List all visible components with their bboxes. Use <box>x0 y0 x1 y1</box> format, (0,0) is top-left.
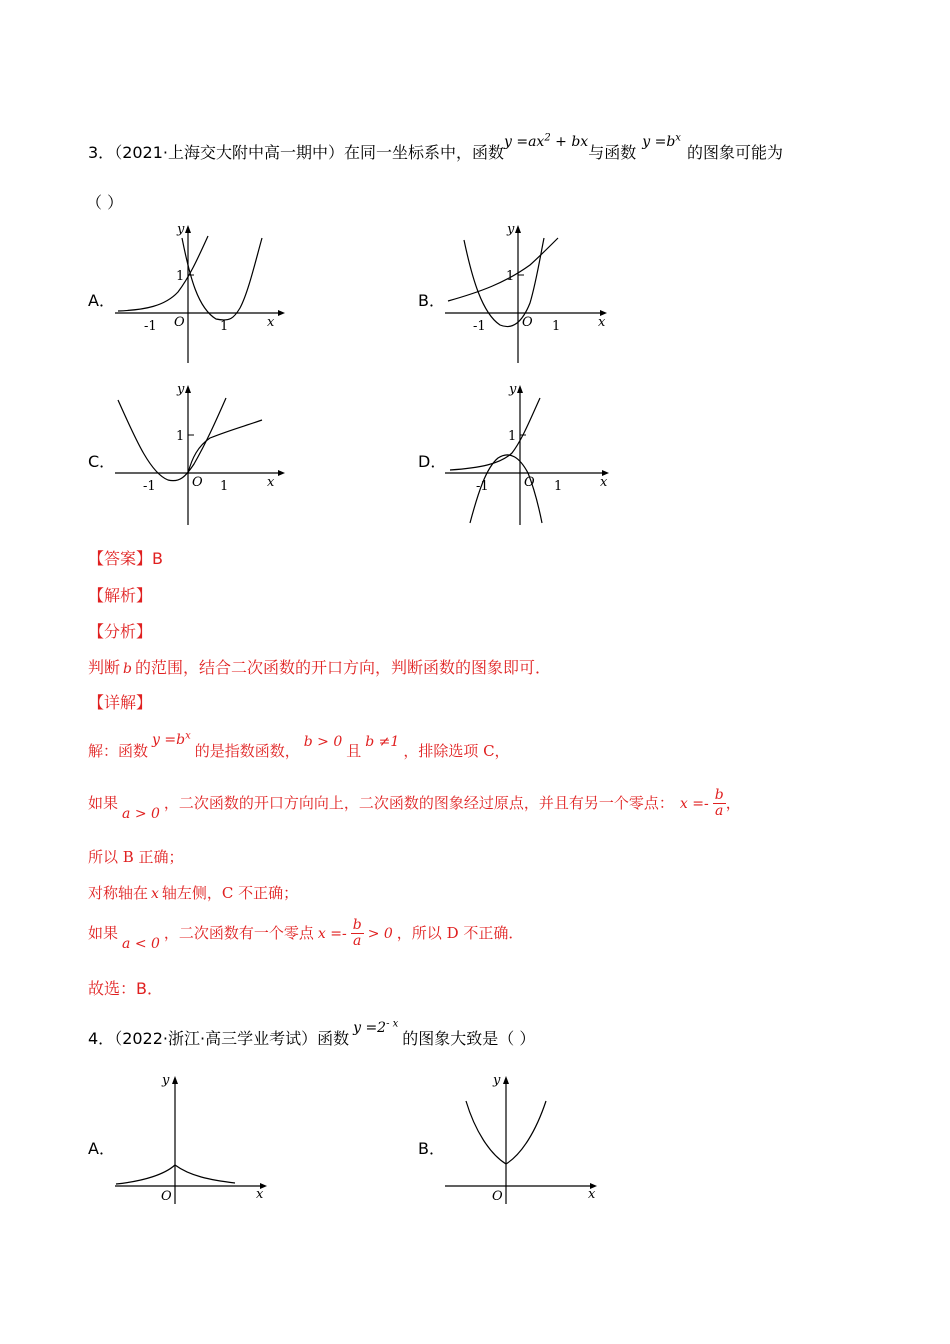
x-label: x <box>256 1187 264 1202</box>
neg-one-label: -1 <box>143 479 156 494</box>
q3-stem <box>88 132 783 163</box>
y-arrow-icon <box>185 385 191 393</box>
q4-func: $y =2^{- x}$ <box>353 1018 399 1036</box>
detail-line-1: 解：函数$y =b^x$的是指数函数， b > 0 且 b ≠1 ，排除选项 C， <box>88 730 510 760</box>
exponential-curve <box>118 236 208 311</box>
neg-one-label: -1 <box>144 319 157 334</box>
fenxi-text: 判断 b 的范围，结合二次函数的开口方向，判断函数的图象即可． <box>88 658 551 677</box>
detail-heading: 【详解】 <box>88 693 153 712</box>
one-label: 1 <box>506 269 515 284</box>
one-x-label: 1 <box>220 319 229 334</box>
q3-option-c[interactable]: C． <box>88 452 116 471</box>
y-label: y <box>162 1073 170 1088</box>
q4-graph-a <box>110 1066 280 1206</box>
detail-line-4: 对称轴在 x 轴左侧，C 不正确； <box>88 884 299 902</box>
x-label: x <box>598 315 606 330</box>
graph-c <box>110 378 290 528</box>
detail-line-5: 如果a < 0，二次函数有一个零点 x =- $\frac{b}{a}$ > 0 ，所以 D 不正确． <box>88 917 524 952</box>
neg-one-label: -1 <box>473 319 486 334</box>
graph-b <box>440 218 620 366</box>
final-answer: 故选：B． <box>88 979 163 998</box>
origin-label: O <box>492 1189 503 1204</box>
y-label: y <box>507 222 515 237</box>
neg-one-label: -1 <box>476 479 489 494</box>
x-arrow-icon <box>278 470 285 476</box>
q4-graph-b <box>440 1066 610 1206</box>
q4-stem <box>88 1018 536 1049</box>
q3-option-d[interactable]: D． <box>418 452 447 471</box>
q3-func2: $y =b^x$ <box>642 132 681 150</box>
q3-tail: 的图象可能为 <box>686 143 783 162</box>
exponential-curve <box>188 420 262 473</box>
q4-tail: 的图象大致是（ ） <box>402 1029 536 1048</box>
x-label: x <box>600 475 608 490</box>
y-label: y <box>493 1073 501 1088</box>
one-x-label: 1 <box>552 319 561 334</box>
q3-source: （2021·上海交大附中高一期中）在同一坐标系中，函数 <box>114 143 504 162</box>
y-label: y <box>509 382 517 397</box>
origin-label: O <box>192 475 203 490</box>
parabola-curve <box>118 398 226 481</box>
x-arrow-icon <box>278 310 285 316</box>
detail-line-3: 所以 B 正确； <box>88 848 184 866</box>
curve-left <box>466 1101 506 1164</box>
curve-left <box>116 1165 175 1184</box>
one-x-label: 1 <box>554 479 563 494</box>
y-arrow-icon <box>517 385 523 393</box>
y-label: y <box>177 222 185 237</box>
one-label: 1 <box>508 429 517 444</box>
y-arrow-icon <box>185 225 191 233</box>
one-x-label: 1 <box>220 479 229 494</box>
q3-option-a[interactable]: A． <box>88 291 115 310</box>
exponential-curve <box>450 398 540 470</box>
answer-line: 【答案】B <box>88 549 163 568</box>
x-label: x <box>267 475 275 490</box>
y-arrow-icon <box>172 1076 178 1084</box>
q4-option-b[interactable]: B． <box>418 1139 445 1158</box>
curve-right <box>175 1165 235 1183</box>
one-label: 1 <box>176 269 185 284</box>
q3-blank: （ ） <box>86 193 124 212</box>
origin-label: O <box>524 475 535 490</box>
graph-d <box>440 378 620 528</box>
q4-number: 4． <box>88 1029 115 1048</box>
one-label: 1 <box>176 429 185 444</box>
y-label: y <box>177 382 185 397</box>
q3-number: 3． <box>88 143 115 162</box>
q3-func1: $y =ax^2$ + bx <box>504 132 589 150</box>
x-label: x <box>267 315 275 330</box>
origin-label: O <box>522 315 533 330</box>
origin-label: O <box>161 1189 172 1204</box>
q4-option-a[interactable]: A． <box>88 1139 115 1158</box>
y-arrow-icon <box>503 1076 509 1084</box>
q4-source: （2022·浙江·高三学业考试）函数 <box>114 1029 350 1048</box>
exponential-curve <box>448 238 558 301</box>
q3-connector: 与函数 <box>588 143 637 162</box>
graph-a <box>110 218 290 366</box>
analysis-heading: 【解析】 <box>88 586 153 605</box>
curve-right <box>506 1101 546 1164</box>
y-arrow-icon <box>515 225 521 233</box>
x-label: x <box>588 1187 596 1202</box>
q3-option-b[interactable]: B． <box>418 291 445 310</box>
parabola-curve <box>182 238 262 320</box>
fenxi-heading: 【分析】 <box>88 622 153 641</box>
detail-line-2: 如果a > 0，二次函数的开口方向向上，二次函数的图象经过原点，并且有另一个零点： x =- $\frac{b}{a}$ ， <box>88 787 741 822</box>
origin-label: O <box>174 315 185 330</box>
